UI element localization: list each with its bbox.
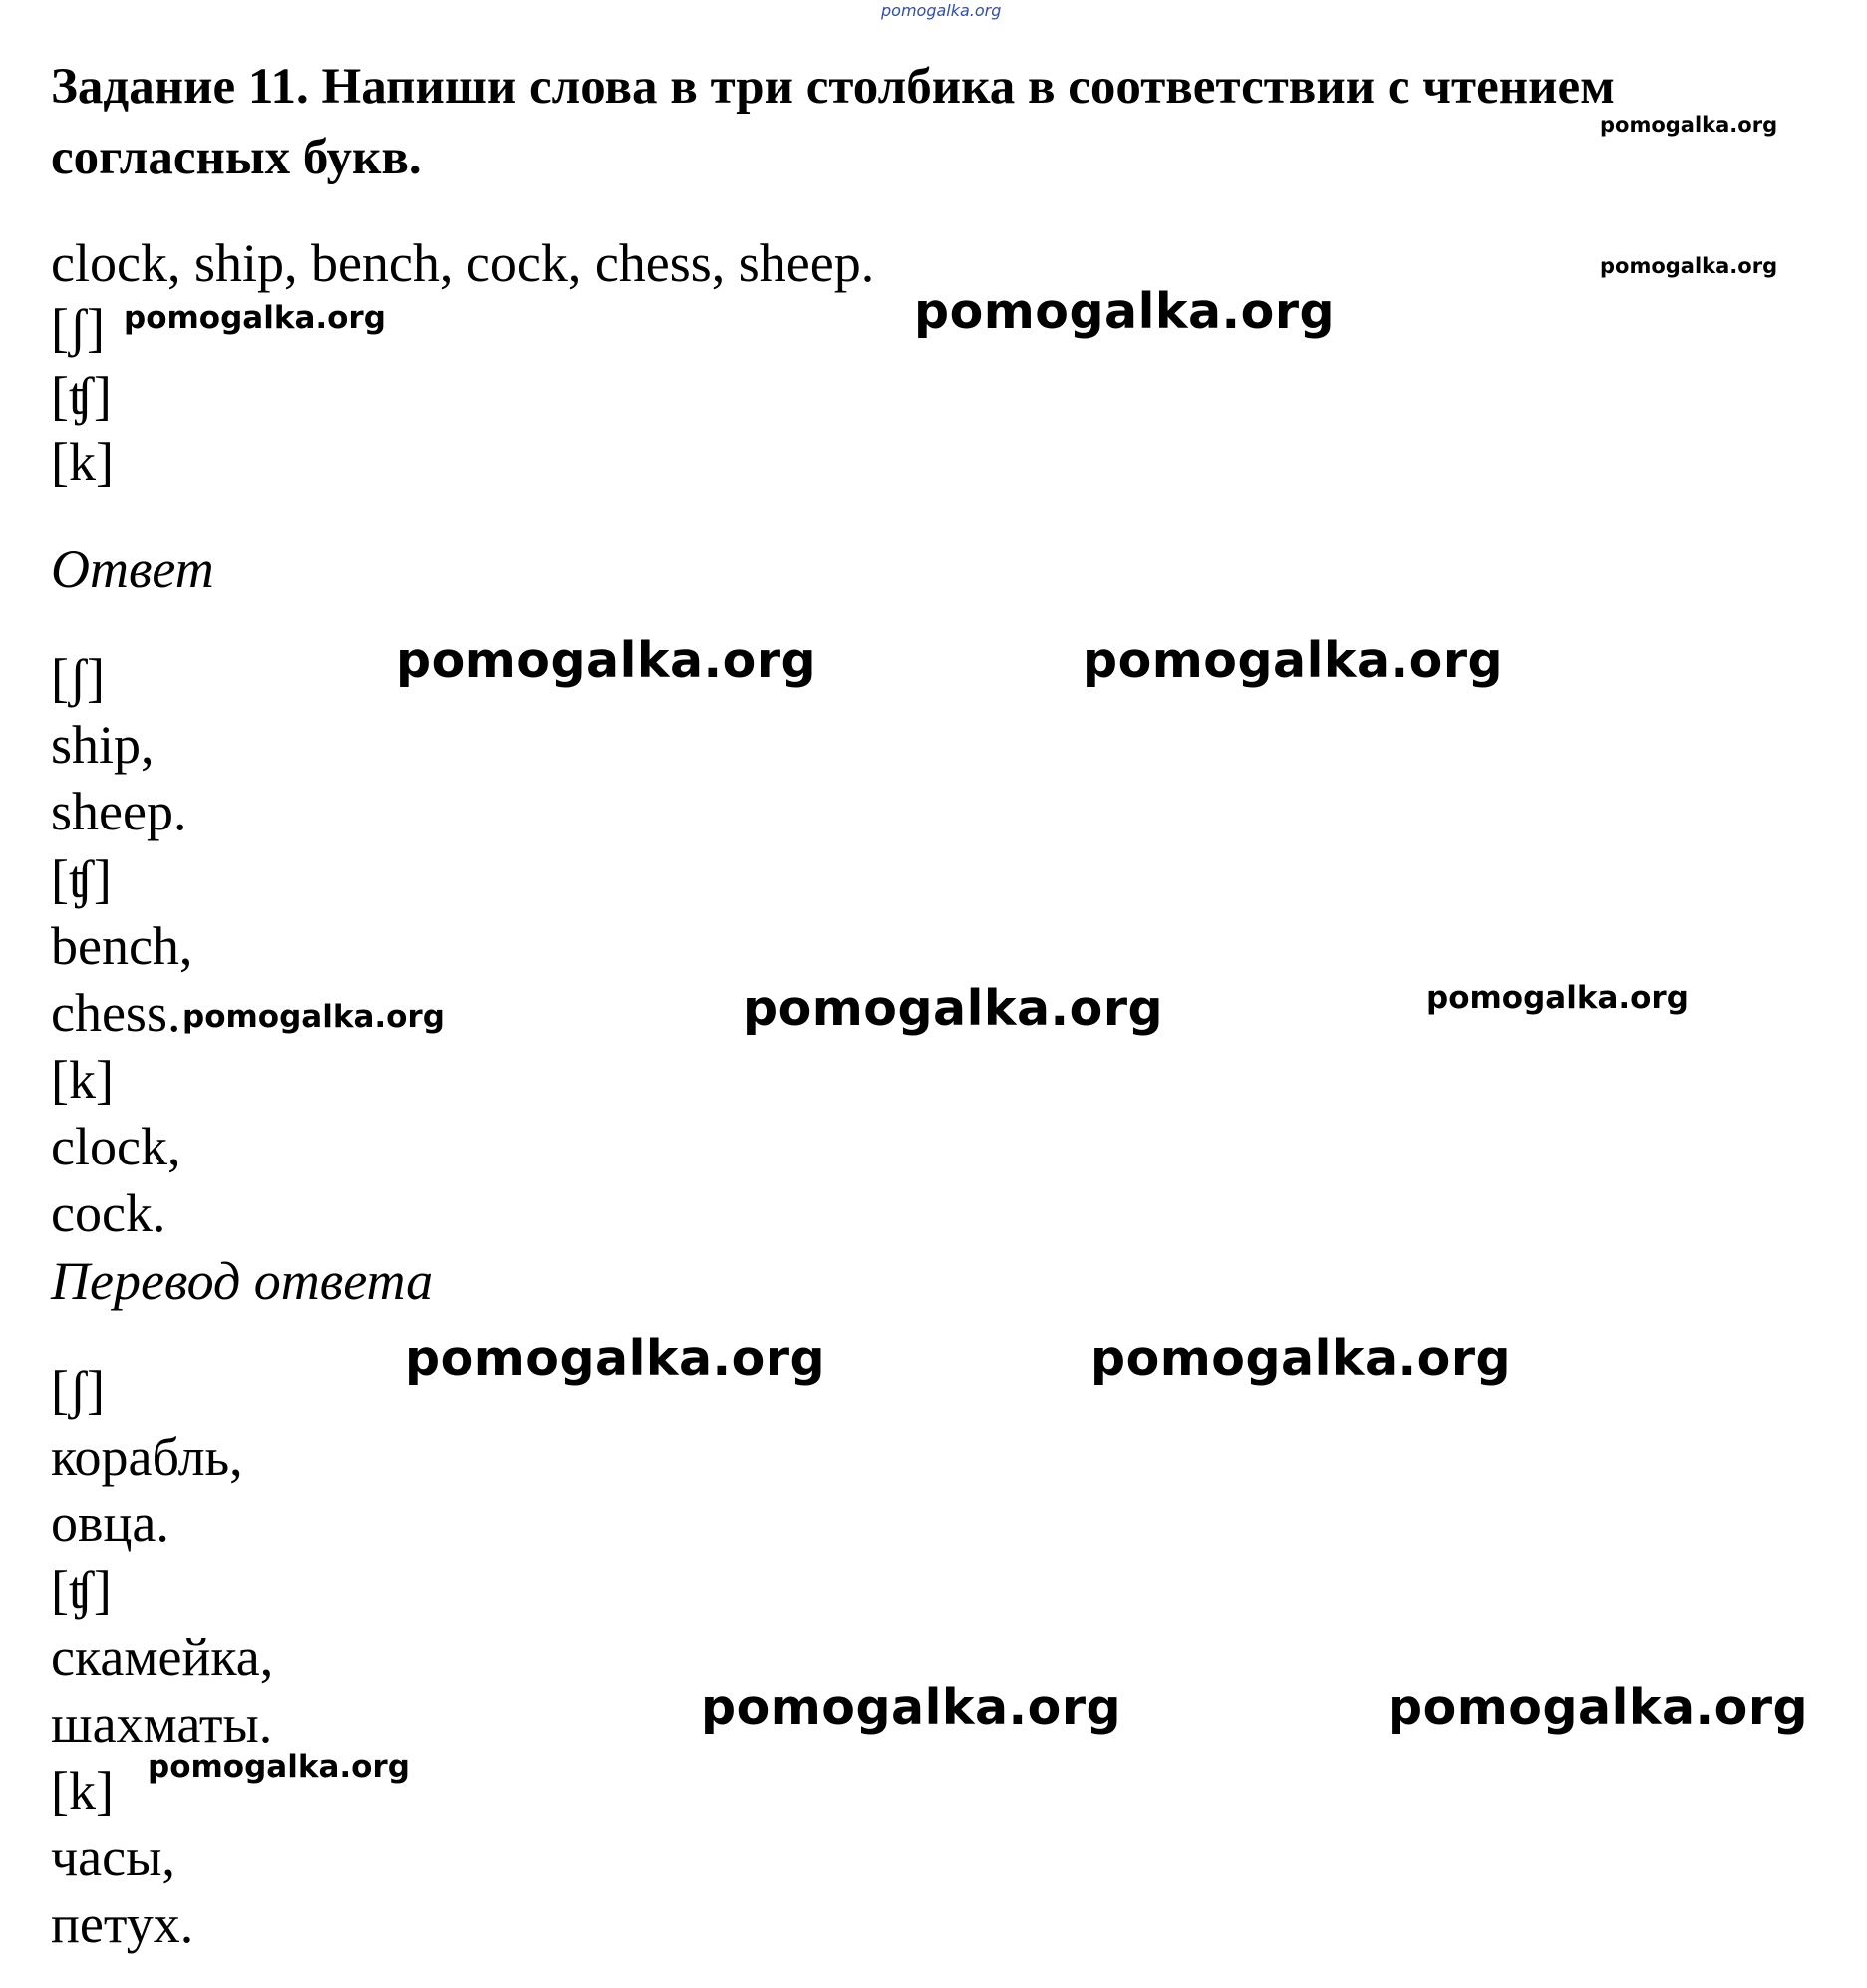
watermark: pomogalka.org [1083,632,1504,689]
watermark: pomogalka.org [1600,254,1778,278]
watermark: pomogalka.org [701,1679,1122,1736]
task-title-line-1: Задание 11. Напиши слова в три столбика в соответствии с чтением [51,59,1615,115]
translation-line: петух. [51,1894,194,1954]
answer-line: bench, [51,916,193,976]
answer-heading: Ответ [51,539,214,599]
translation-line: часы, [51,1827,175,1887]
watermark: pomogalka.org [182,999,445,1035]
answer-line: [k] [51,1050,114,1110]
watermark: pomogalka.org [1426,980,1689,1016]
watermark-top: pomogalka.org [881,1,1002,20]
task-column-sh: [ʃ] [51,298,105,358]
translation-line: [k] [51,1761,114,1821]
watermark: pomogalka.org [124,300,386,336]
watermark: pomogalka.org [148,1749,410,1785]
answer-line: clock, [51,1117,181,1176]
watermark: pomogalka.org [396,632,817,689]
watermark: pomogalka.org [1388,1679,1809,1736]
task-title-line-2: согласных букв. [51,130,422,185]
answer-line: sheep. [51,782,187,841]
answer-line: chess. [51,983,181,1043]
watermark: pomogalka.org [914,283,1336,340]
translation-line: [ʃ] [51,1360,105,1420]
task-column-k: [k] [51,432,114,492]
translation-heading: Перевод ответа [51,1251,434,1311]
answer-line: cock. [51,1183,166,1243]
answer-line: [ʧ] [51,849,112,909]
watermark: pomogalka.org [1600,113,1778,137]
translation-line: корабль, [51,1427,243,1487]
watermark: pomogalka.org [743,980,1164,1037]
translation-line: [ʧ] [51,1560,112,1620]
watermark: pomogalka.org [405,1330,826,1387]
answer-line: ship, [51,715,155,775]
watermark: pomogalka.org [1090,1330,1512,1387]
task-column-ch: [ʧ] [51,366,112,426]
answer-line: [ʃ] [51,648,105,708]
translation-line: шахматы. [51,1694,273,1754]
word-list: clock, ship, bench, cock, chess, sheep. [51,233,875,293]
translation-line: скамейка, [51,1627,274,1687]
translation-line: овца. [51,1493,169,1553]
